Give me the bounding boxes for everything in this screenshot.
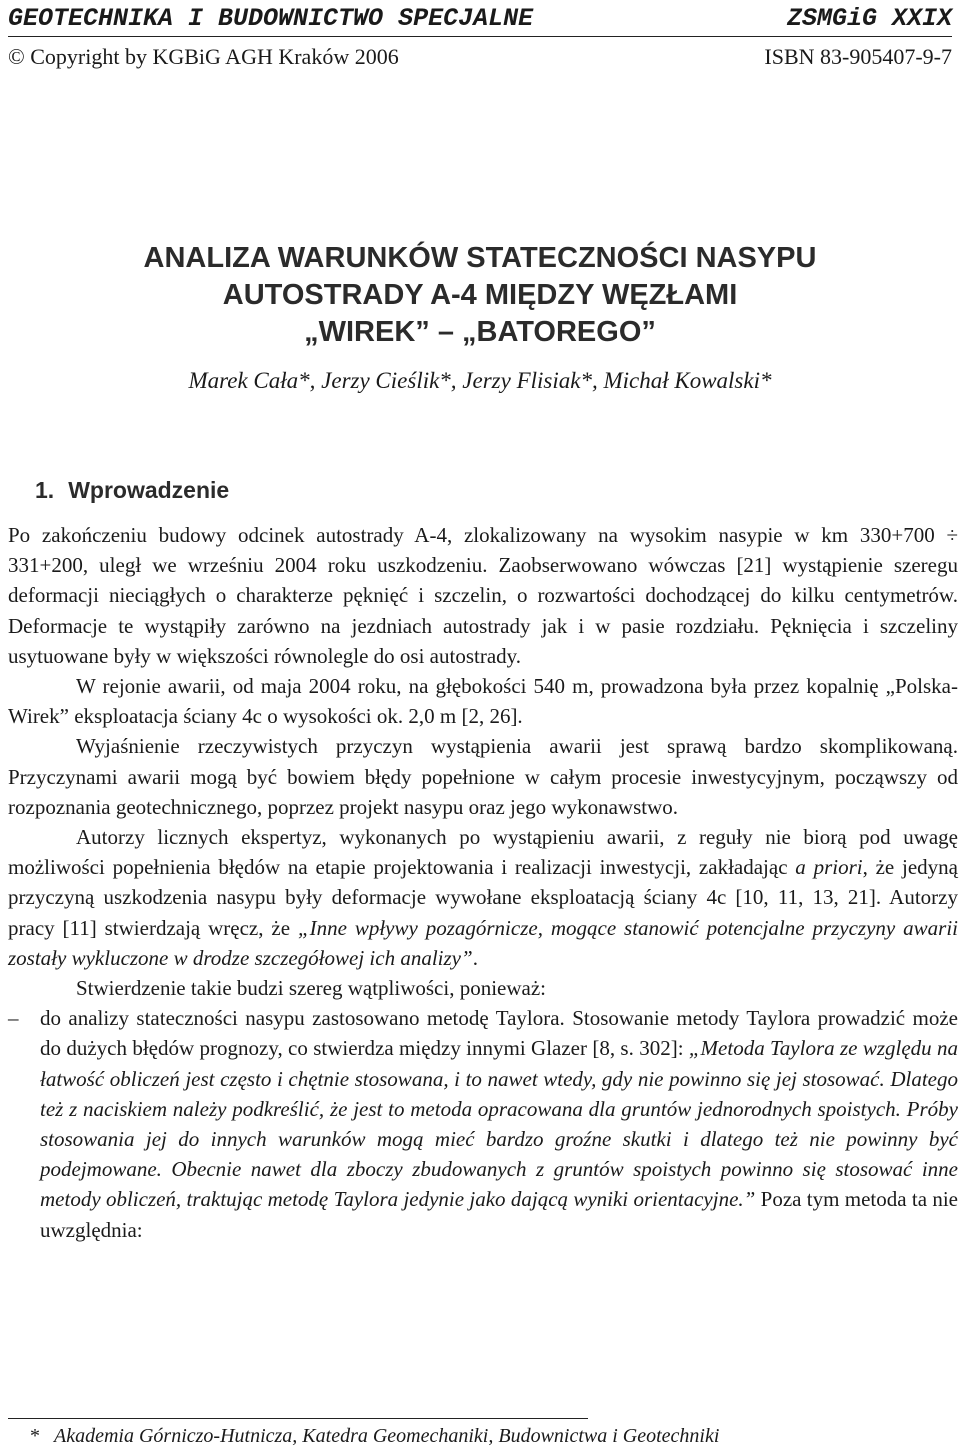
journal-issue: ZSMGiG XXIX (786, 4, 952, 33)
paragraph: Stwierdzenie takie budzi szereg wątpliwości, ponieważ: (76, 976, 546, 1001)
paragraph: W rejonie awarii, od maja 2004 roku, na głębokości 540 m, prowadzona była przez kopalnię „Polska-Wirek” eksploatacja ściany 4c o wysokości ok. 2,0 m [2, 26]. (8, 674, 958, 729)
article-body (8, 520, 958, 1245)
journal-title: GEOTECHNIKA I BUDOWNICTWO SPECJALNE (8, 4, 534, 33)
title-line: „WIREK” – „BATOREGO” (304, 316, 656, 348)
section-heading (35, 477, 229, 504)
paragraph: Wyjaśnienie rzeczywistych przyczyn wystąpienia awarii jest sprawą bardzo skomplikowaną. Przyczynami awarii mogą być bowiem błędy popełnione w całym procesie inwestycyjnym, począwszy od rozpoznania geotechnicznego, poprzez projekt nasypu oraz jego wykonawstwo. (8, 734, 958, 819)
quotation: „Metoda Taylora ze względu na łatwość obliczeń jest często i chętnie stosowana, i to nawet wtedy, gdy nie powinno się jej stosować. Dlatego też z naciskiem należy podkreślić, że jest to metoda opracowana dla gruntów jednorodnych spoistych. Próby stosowania jej do innych warunków mogą mieć bardzo groźne skutki i dlatego też nie powinny być podejmowane. Obecnie nawet dla zboczy zbudowanych z gruntów spoistych powinno się stosować inne metody obliczeń, traktując metodę Taylora jedynie jako dającą wyniki orientacyjne.” (40, 1036, 958, 1212)
text-run: . (472, 945, 478, 970)
quotation: „Inne wpływy pozagórnicze, mogące stanowić potencjalne przyczyny awarii zostały wykluczone w drodze szczegółowej ich analizy” (8, 915, 958, 970)
paragraph (8, 822, 958, 973)
text-run: Poza tym metoda ta nie uwzględnia: (40, 1187, 958, 1242)
title-line: ANALIZA WARUNKÓW STATECZNOŚCI NASYPU (143, 242, 817, 274)
title-line: AUTOSTRADY A-4 MIĘDZY WĘZŁAMI (222, 279, 738, 311)
isbn: ISBN 83-905407-9-7 (764, 44, 952, 69)
authors: Marek Cała*, Jerzy Cieślik*, Jerzy Flisiak*, Michał Kowalski* (188, 368, 772, 393)
text-run: Autorzy licznych ekspertyz, wykonanych po wystąpieniu awarii, z reguły nie biorą pod uwagę możliwości popełnienia błędów na etapie projektowania i realizacji inwestycji, zakładając (8, 825, 958, 880)
running-header (8, 2, 952, 37)
footnote (30, 1425, 719, 1448)
list-item (8, 1003, 958, 1245)
text-run: do analizy stateczności nasypu zastosowano metodę Taylora. Stosowanie metody Taylora prowadzić może do dużych błędów prognozy, co stwierdza między innymi Glazer [8, s. 302]: (40, 1006, 958, 1061)
section-title: Wprowadzenie (68, 477, 230, 503)
text-run: , że jedyną przyczyną uszkodzenia nasypu były deformacje wywołane eksploatacją ściany 4c [10, 11, 13, 21]. Autorzy pracy [11] stwierdzają wręcz, że (8, 855, 958, 940)
footnote-text: Akademia Górniczo-Hutnicza, Katedra Geomechaniki, Budownictwa i Geotechniki (54, 1425, 720, 1447)
list-dash: – (8, 1006, 19, 1031)
article-title (0, 240, 960, 351)
italic-term: a priori (795, 855, 863, 880)
paragraph: Po zakończeniu budowy odcinek autostrady A-4, zlokalizowany na wysokim nasypie w km 330+700 ÷ 331+200, uległ we wrześniu 2004 roku uszkodzeniu. Zaobserwowano wówczas [21] wystąpienie szeregu deformacji nieciągłych o charakterze pęknięć i szczelin, o rozwartości dochodzącej do kilku centymetrów. Deformacje te wystąpiły zarówno na jezdniach autostrady jak i w pasie rozdziału. Pęknięcia i szczeliny usytuowane były w większości równolegle do osi autostrady. (8, 523, 958, 668)
footnote-mark: * (30, 1425, 40, 1447)
section-number: 1. (35, 477, 55, 503)
copyright: © Copyright by KGBiG AGH Kraków 2006 (8, 44, 399, 69)
footnote-rule (8, 1418, 588, 1419)
